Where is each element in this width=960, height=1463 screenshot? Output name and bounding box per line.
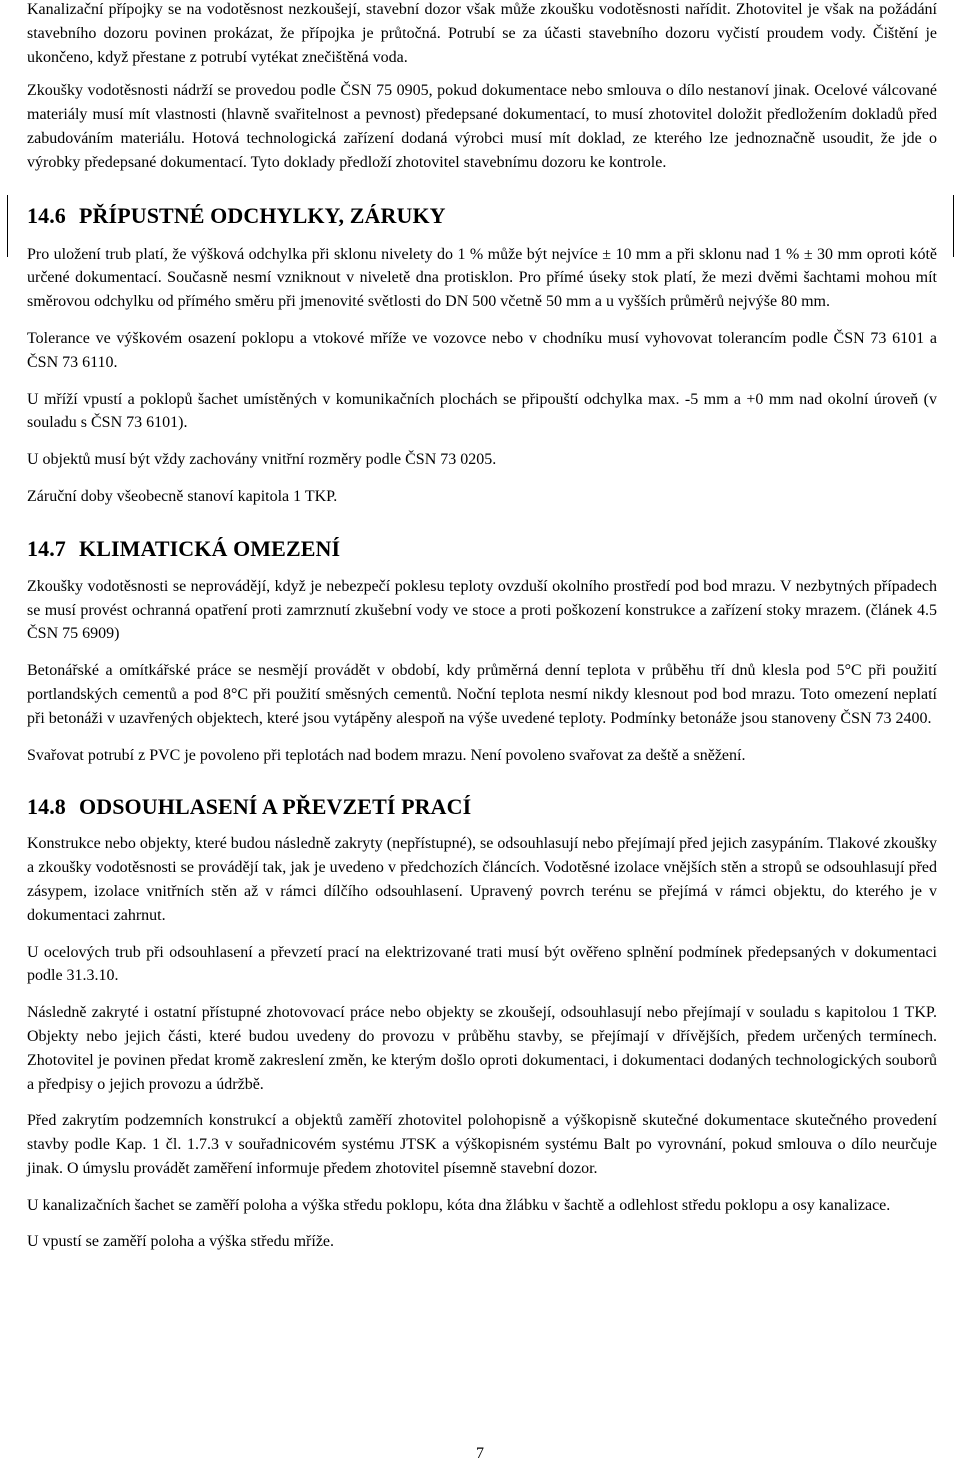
paragraph: Konstrukce nebo objekty, které budou následně zakryty (nepřístupné), se odsouhlasují nebo přejímají před jejich zasypáním. Tlakové zkoušky a zkoušky vodotěsnosti se provádějí tak, jak je uvedeno v předchozích článcích. Vodotěsné izolace vnějších stěn a stropů se odsouhlasují před zásypem, izolace vnitřních stěn až v rámci dílčího odsouhlasení. Upravený povrch terénu se přejímá v rámci objektu, do kterého je v dokumentaci zahrnut. — [27, 835, 937, 924]
section-heading-14-7 — [27, 536, 937, 562]
section-number: 14.6 — [27, 202, 66, 228]
paragraph: Betonářské a omítkářské práce se nesmějí provádět v období, kdy průměrná denní teplota v průběhu tří dnů klesla pod 5°C při použití portlandských cementů a pod 8°C při použití směsných cementů. Noční teplota nesmí nikdy klesnout pod bod mrazu. Toto omezení neplatí při betonáži v uzavřených objektech, které jsou vytápěny alespoň na výše uvedené teploty. Podmínky betonáže jsou stanoveny ČSN 73 2400. — [27, 662, 937, 727]
revision-bar-right — [953, 195, 954, 257]
paragraph: U kanalizačních šachet se zaměří poloha a výška středu poklopu, kóta dna žlábku v šachtě a odlehlost středu poklopu a osy kanalizace. — [27, 1196, 891, 1214]
paragraph: Před zakrytím podzemních konstrukcí a objektů zaměří zhotovitel polohopisně a výškopisně skutečné dokumentace skutečného provedení stavby podle Kap. 1 čl. 1.7.3 v souřadnicovém systému JTSK a výškopisném systému Balt po vyrovnání, pokud smlouva o dílo neurčuje jinak. O úmyslu provádět zaměření informuje předem zhotovitel písemně stavební dozor. — [27, 1112, 937, 1177]
paragraph: Tolerance ve výškovém osazení poklopu a vtokové mříže ve vozovce nebo v chodníku musí vyhovovat tolerancím podle ČSN 73 6101 a ČSN 73 6110. — [27, 329, 937, 371]
paragraph: U objektů musí být vždy zachovány vnitřní rozměry podle ČSN 73 0205. — [27, 451, 497, 469]
section-title: ODSOUHLASENÍ A PŘEVZETÍ PRACÍ — [79, 794, 472, 820]
page-number: 7 — [476, 1445, 484, 1462]
section-title: PŘÍPUSTNÉ ODCHYLKY, ZÁRUKY — [79, 202, 446, 228]
section-number: 14.7 — [27, 535, 66, 561]
paragraph: U ocelových trub při odsouhlasení a převzetí prací na elektrizované trati musí být ověřeno splnění podmínek předepsaných v dokumentaci podle 31.3.10. — [27, 943, 937, 985]
paragraph: Zkoušky vodotěsnosti se neprovádějí, když je nebezpečí poklesu teploty ovzduší okolního prostředí pod bod mrazu. V nezbytných případech se musí provést ochranná opatření proti zamrznutí zkušební vody ve stoce a proti poškození konstrukce a zařízení stoky mrazem. (článek 4.5 ČSN 75 6909) — [27, 577, 937, 643]
section-heading-14-6 — [27, 203, 937, 229]
document-page — [27, 0, 937, 1254]
paragraph: Zkoušky vodotěsnosti nádrží se provedou podle ČSN 75 0905, pokud dokumentace nebo smlouva o dílo nestanoví jinak. Ocelové válcované materiály musí mít vlastnosti (hlavně svařitelnost a pevnost) předepsané dokumentací, to musí zhotovitel doložit předložením dokladů před zabudováním materiálu. Hotová technologická zařízení dodaná výrobci musí mít doklad, ze kterého lze jednoznačně usoudit, že jde o výrobky předepsané dokumentací. Tyto doklady předloží zhotovitel stavebnímu dozoru ke kontrole. — [27, 82, 937, 171]
section-number: 14.8 — [27, 794, 66, 820]
section-title: KLIMATICKÁ OMEZENÍ — [79, 535, 341, 561]
paragraph: Následně zakryté i ostatní přístupné zhotovovací práce nebo objekty se zkoušejí, odsouhlasují nebo přejímají v souladu s kapitolou 1 TKP. Objekty nebo jejich části, které budou uvedeny do provozu v průběhu stavby, se přejímají v dřívějších, předem určených termínech. Zhotovitel je povinen předat kromě zakreslení změn, ke kterým došlo oproti dokumentaci, i dokumentaci dodaných technologických souborů a předpisy o jejich provozu a údržbě. — [27, 1004, 937, 1093]
paragraph: Pro uložení trub platí, že výšková odchylka při sklonu nivelety do 1 % může být nejvíce ± 10 mm a při sklonu nad 1 % ± 30 mm oproti kótě určené dokumentací. Současně nesmí vzniknout v niveletě dna protisklon. Pro přímé úseky stok platí, že mezi dvěmi šachtami mohou mít směrovou odchylku od přímého směru při jmenovité světlosti do DN 500 včetně 50 mm a u vyšších průměrů nejvýše 80 mm. — [27, 245, 937, 311]
paragraph: U mříží vpustí a poklopů šachet umístěných v komunikačních plochách se připouští odchylka max. -5 mm a +0 mm nad okolní úroveň (v souladu s ČSN 73 6101). — [27, 390, 937, 432]
paragraph: Svařovat potrubí z PVC je povoleno při teplotách nad bodem mrazu. Není povoleno svařovat za deště a sněžení. — [27, 746, 746, 764]
paragraph: Záruční doby všeobecně stanoví kapitola 1 TKP. — [27, 487, 338, 505]
paragraph: Kanalizační přípojky se na vodotěsnost nezkoušejí, stavební dozor však může zkoušku vodotěsnosti nařídit. Zhotovitel je však na požádání stavebního dozoru povinen prokázat, že přípojka je průtočná. Potrubí se za účasti stavebního dozoru vyčistí proudem vody. Čištění je ukončeno, když přestane z potrubí vytékat znečištěná voda. — [27, 1, 937, 66]
section-heading-14-8 — [27, 794, 937, 820]
revision-bar-left — [7, 195, 8, 257]
paragraph: U vpustí se zaměří poloha a výška středu mříže. — [27, 1233, 335, 1251]
